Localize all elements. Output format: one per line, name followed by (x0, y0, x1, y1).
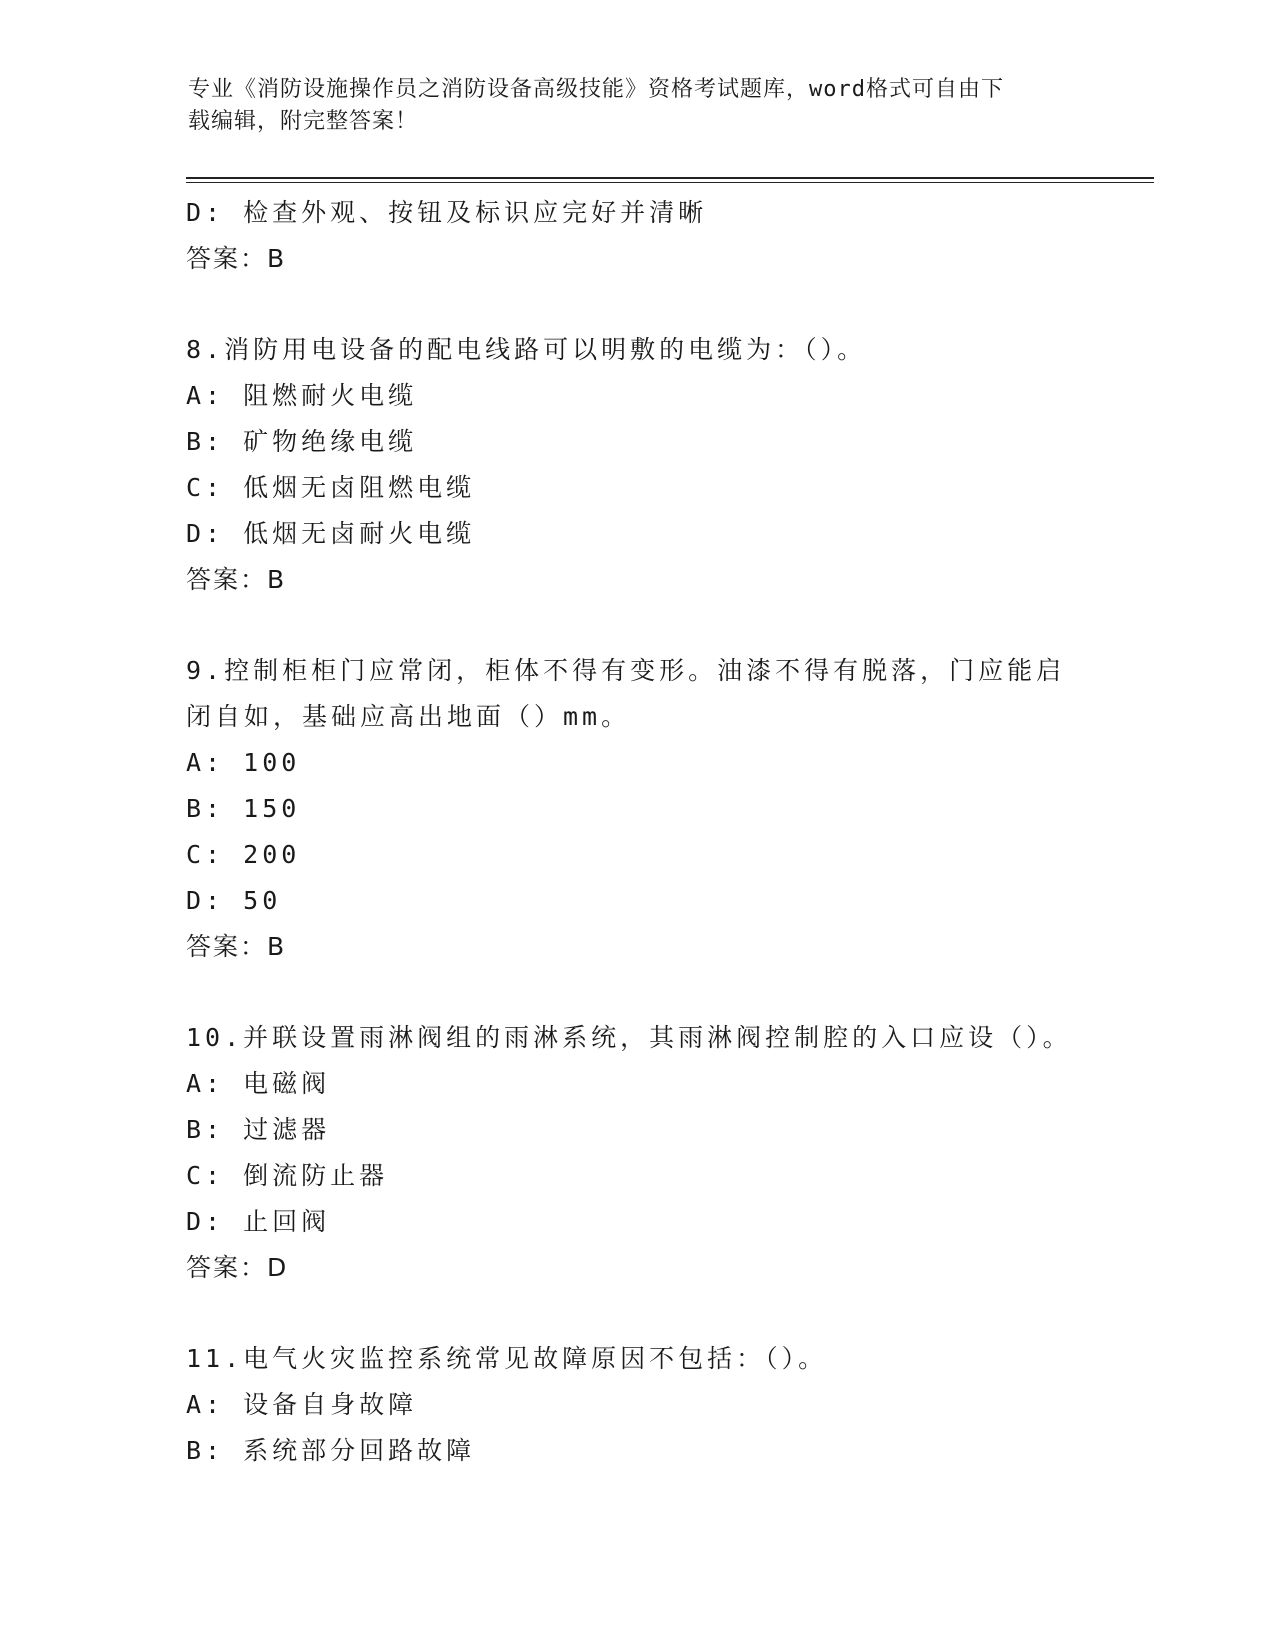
option-b: B: 矿物绝缘电缆 (186, 427, 418, 456)
question-8 (186, 327, 1086, 603)
question-stem-line-2: 闭自如，基础应高出地面（）mm。 (186, 702, 631, 731)
option-d: D: 50 (186, 886, 282, 915)
document-header (188, 74, 1088, 138)
header-line-1: 专业《消防设施操作员之消防设备高级技能》资格考试题库，word格式可自由下 (188, 77, 1004, 102)
option-a: A: 100 (186, 748, 301, 777)
option-a: A: 设备自身故障 (186, 1390, 418, 1419)
option-b: B: 过滤器 (186, 1115, 331, 1144)
answer: 答案：D (186, 1253, 289, 1282)
option-a: A: 电磁阀 (186, 1069, 331, 1098)
question-stem-line-1: 9.控制柜柜门应常闭，柜体不得有变形。油漆不得有脱落，门应能启 (186, 656, 1066, 685)
option-c: C: 低烟无卤阻燃电缆 (186, 473, 476, 502)
option-b: B: 系统部分回路故障 (186, 1436, 476, 1465)
option-a: A: 阻燃耐火电缆 (186, 381, 418, 410)
answer: 答案：B (186, 565, 287, 594)
question-stem: 11.电气火灾监控系统常见故障原因不包括：（）。 (186, 1344, 828, 1373)
question-11 (186, 1336, 1086, 1474)
header-divider-thin (186, 182, 1154, 183)
question-9 (186, 648, 1086, 970)
option-d: D: 低烟无卤耐火电缆 (186, 519, 476, 548)
question-stem: 10.并联设置雨淋阀组的雨淋系统，其雨淋阀控制腔的入口应设（）。 (186, 1023, 1072, 1052)
answer: 答案：B (186, 244, 287, 273)
option-d: D: 止回阀 (186, 1207, 331, 1236)
question-7-tail (186, 190, 1086, 282)
option-c: C: 倒流防止器 (186, 1161, 389, 1190)
header-line-2: 载编辑，附完整答案！ (188, 109, 419, 134)
question-stem: 8.消防用电设备的配电线路可以明敷的电缆为：（）。 (186, 335, 867, 364)
question-10 (186, 1015, 1086, 1291)
option-c: C: 200 (186, 840, 301, 869)
option-d: D: 检查外观、按钮及标识应完好并清晰 (186, 198, 708, 227)
option-b: B: 150 (186, 794, 301, 823)
answer: 答案：B (186, 932, 287, 961)
question-list (186, 190, 1086, 1474)
header-divider-thick (186, 177, 1154, 179)
